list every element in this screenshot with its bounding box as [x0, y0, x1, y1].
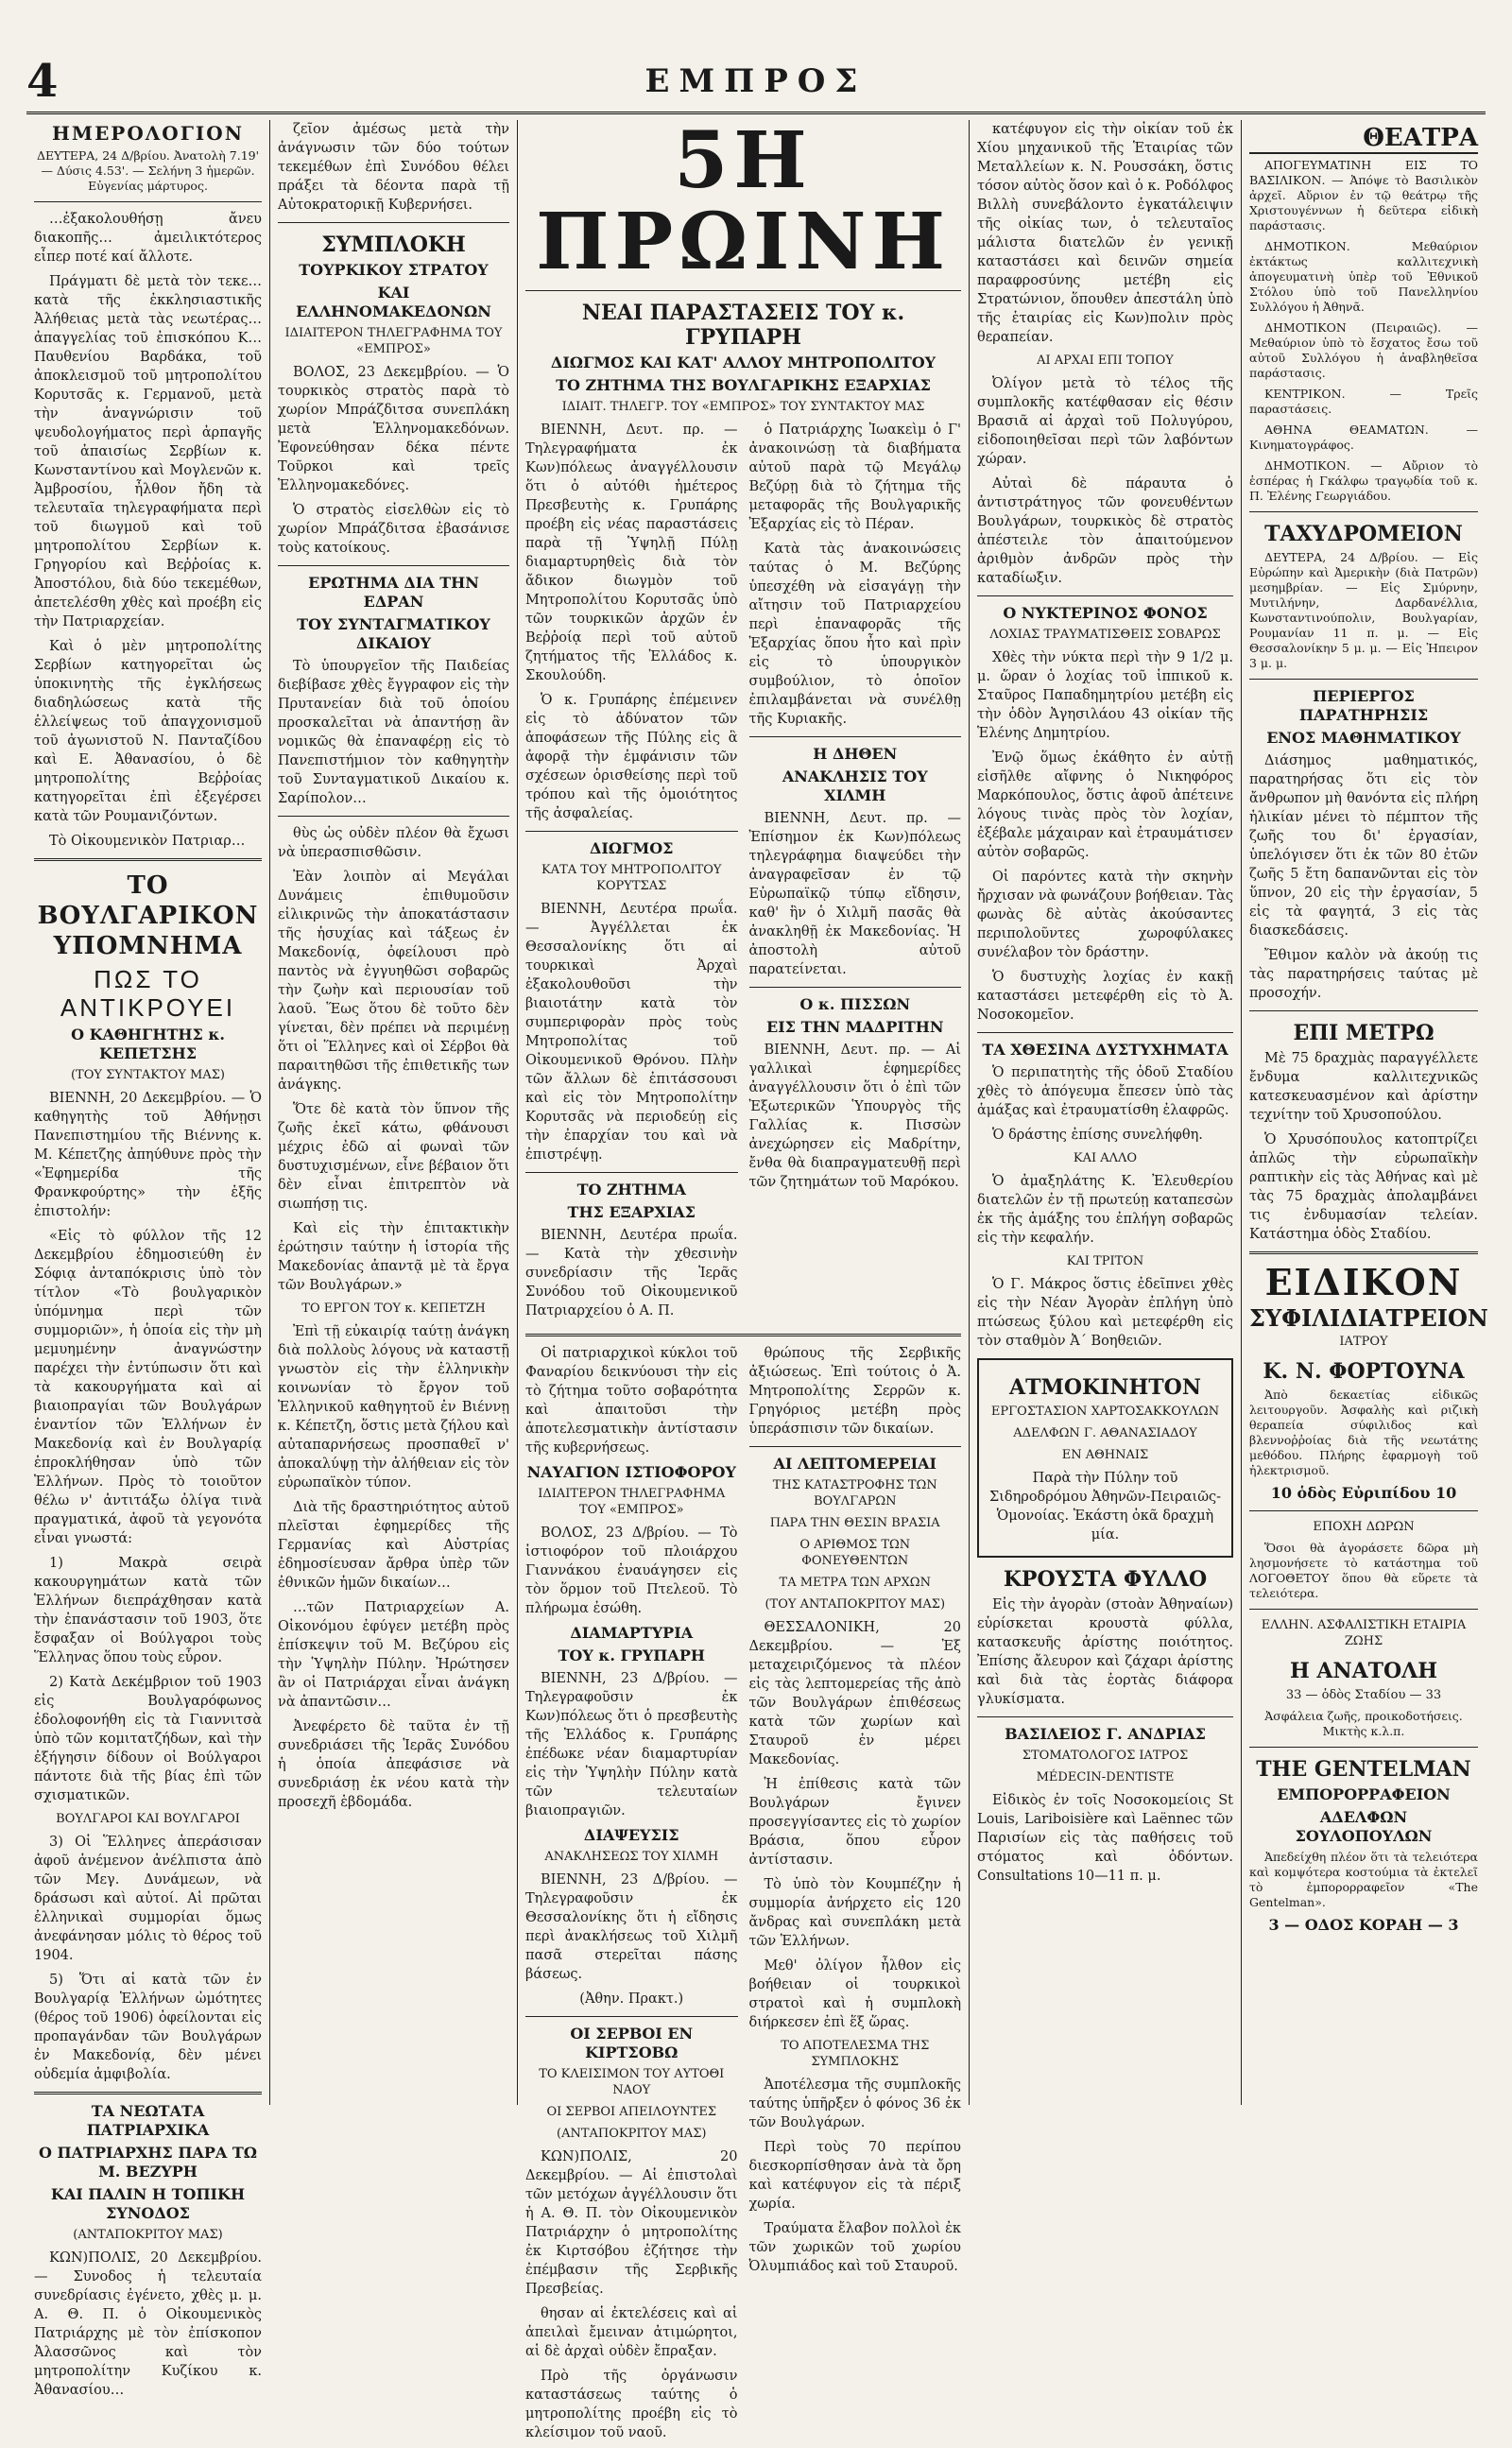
article-paragraph: Οἱ πατριαρχικοὶ κύκλοι τοῦ Φαναρίου δεικνύουσι τὴν εἰς τὸ ζήτημα τοῦτο σοβαρότητα καὶ ἀπαιτοῦσι τὴν ἀποτελεσματικὴν ἀντίστασιν τῆς κυβερνήσεως.	[525, 1346, 738, 1456]
article-paragraph: Καὶ ὁ μὲν μητροπολίτης Σερβίων κατηγορεῖται ὡς ὑποκινητὴς τῆς ἐγκλήσεως διαδηλώσεως κατὰ τῆς ἐλλείψεως τοῦ ἀπαγχονισμοῦ τοῦ ἀγωνιστοῦ Ν. Πανταζίδου καὶ Ε. Ἀθανασίου, ὁ δὲ μητροπολίτης Βεῤῥοίας κατηγορεῖται ἐπὶ ἐξεγέρσει κατὰ τῶν Ρουμανιζόντων.	[34, 639, 262, 824]
article-paragraph: Τὸ Οἰκουμενικὸν Πατριαρ…	[49, 834, 246, 849]
ad-title: ΕΠΟΧΗ ΔΩΡΩΝ	[1313, 1520, 1415, 1534]
article-paragraph: ΒΙΕΝΝΗ, Δευτ. πρ. — Αἱ γαλλικαὶ ἐφημερίδες ἀναγγέλλουσιν ὅτι ὁ ἐπὶ τῶν Ἐξωτερικῶν Ὑπουργὸς τῆς Γαλλίας κ. Πισσὼν ἀνεχώρησεν εἰς Μαδρίτην, ἔνθα θὰ διαπραγματευθῇ περὶ τῶν ζητημάτων τοῦ Μαρόκου.	[748, 1043, 961, 1190]
listing-item: ΔΗΜΟΤΙΚΟΝ. — Αὔριον τὸ ἑσπέρας ἡ Γκάλφω τραγῳδία τοῦ κ. Π. Ἐλένης Γεωργιάδου.	[1249, 458, 1478, 503]
ad-subtitle: ΕΝ ΑΘΗΝΑΙΣ	[1061, 1448, 1149, 1462]
byline: (ΤΟΥ ΣΥΝΤΑΚΤΟΥ ΜΑΣ)	[70, 1068, 226, 1082]
subheadline: ΑΝΑΚΛΗΣΙΣ ΤΟΥ ΧΙΛΜΗ	[782, 767, 928, 804]
article-paragraph: Ὁ δράστης ἐπίσης συνελήφθη.	[992, 1128, 1203, 1143]
article-paragraph: Ὀλίγον μετὰ τὸ τέλος τῆς συμπλοκῆς κατέφθασαν εἰς θέσιν Βρασιᾶ αἱ ἀρχαὶ τοῦ Πολυγύρου, εἰδοποιηθεῖσαι περὶ τῶν λαβόντων χώραν.	[977, 376, 1233, 467]
article-paragraph: Ἐὰν λοιπὸν αἱ Μεγάλαι Δυνάμεις ἐπιθυμοῦσιν εἰλικρινῶς τὴν ἀποκατάστασιν τῆς ἡσυχίας καὶ τάξεως ἐν Μακεδονίᾳ, ὀφείλουσι πρὸ παντὸς νὰ ἐγγυηθῶσι σοβαρῶς τὴν ζωὴν καὶ περιουσίαν τοῦ λαοῦ. Ἕως ὅτου δὲ τοῦτο δὲν γίνεται, δὲν πρέπει νὰ περιμένῃ ὅτι οἱ Ἕλληνες καὶ οἱ Σέρβοι θὰ παραιτηθῶσι τῆς ἐπιθετικῆς των ἀνάγκης.	[278, 870, 509, 1093]
subheadline: ΠΑΡΑ ΤΗΝ ΘΕΣΙΝ ΒΡΑΣΙΑ	[769, 1516, 940, 1530]
ad-title: ΒΑΣΙΛΕΙΟΣ Γ. ΑΝΔΡΙΑΣ	[1005, 1725, 1206, 1743]
ad-address: 33 — ὁδὸς Σταδίου — 33	[1285, 1688, 1442, 1702]
article-paragraph: ΒΙΕΝΝΗ, Δευτ. πρ. — Ἐπίσημον ἐκ Κων)πόλεως τηλεγράφημα διαψεύδει τὴν ἀναγραφεῖσαν ἐν τῷ Εὐρωπαϊκῷ τύπῳ εἴδησιν, καθ' ἣν ὁ Χιλμῆ πασᾶς θὰ ἀνακληθῇ ἐκ Μακεδονίας. Ἡ ἀποστολὴ αὐτοῦ παρατείνεται.	[748, 811, 961, 977]
ad-title: THE GENTELMAN	[1256, 1757, 1471, 1782]
advertisement-bag-factory	[977, 1358, 1233, 1558]
ad-subtitle: MÉDECIN-DENTISTE	[1036, 1770, 1175, 1784]
listing-item: ΔΗΜΟΤΙΚΟΝ (Πειραιῶς). — Μεθαύριον ὑπὸ τὸ ἔσχατος ἔσω τοῦ αὐτοῦ Συλλόγου ἡ ἀναβληθεῖσα παράστασις.	[1249, 320, 1478, 380]
article-paragraph: ΚΩΝ)ΠΟΛΙΣ, 20 Δεκεμβρίου. — Συνοδος ἡ τελευταία συνεδρίασις ἐγένετο, χθὲς μ. μ. Α. Θ. Π. ὁ Οἰκουμενικὸς Πατριάρχης μὲ τὸν ἐπίσκοπον Ἀλασσῶνος καὶ τὸν μητροπολίτην Κυζίκου κ. Ἀθανασίου…	[34, 2250, 262, 2398]
subheadline: ΤΟ ΚΛΕΙΣΙΜΟΝ ΤΟΥ ΑΥΤΟΘΙ ΝΑΟΥ	[539, 2067, 725, 2097]
subheadline: ΤΟΥ ΣΥΝΤΑΓΜΑΤΙΚΟΥ ΔΙΚΑΙΟΥ	[297, 615, 490, 652]
byline: (ΤΟΥ ΑΝΤΑΠΟΚΡΙΤΟΥ ΜΑΣ)	[765, 1597, 946, 1612]
section-subhead: ΤΟ ΑΠΟΤΕΛΕΣΜΑ ΤΗΣ ΣΥΜΠΛΟΚΗΣ	[781, 2039, 930, 2069]
ad-text: Παρὰ τὴν Πύλην τοῦ Σιδηροδρόμου Ἀθηνῶν-Πειραιῶς-Ὁμονοίας. Ἑκάστη ὀκᾶ δραχμὴ μία.	[988, 1471, 1222, 1543]
page-number: 4	[26, 55, 59, 108]
subheadline: ΤΗΣ ΚΑΤΑΣΤΡΟΦΗΣ ΤΩΝ ΒΟΥΛΓΑΡΩΝ	[772, 1478, 937, 1508]
article-paragraph: ΒΙΕΝΝΗ, 23 Δ/βρίου. — Τηλεγραφοῦσιν ἐκ Κων)πόλεως ὅτι ὁ πρεσβευτὴς τῆς Ἑλλάδος κ. Γρυπάρης ἐπέδωκε νέαν διαμαρτυρίαν εἰς τὴν Ὑψηλὴν Πύλην κατὰ τῶν τελευταίων βιαιοπραγιῶν.	[525, 1671, 738, 1819]
article-paragraph: ΒΙΕΝΝΗ, 20 Δεκεμβρίου. — Ὁ καθηγητὴς τοῦ Ἀθήνῃσι Πανεπιστημίου τῆς Βιέννης κ. Μ. Κέπετζης ἀπηύθυνε πρὸς τὴν «Ἐφημερίδα τῆς Φρανκφούρτης» τὴν ἑξῆς ἐπιστολήν:	[34, 1091, 262, 1219]
subheadline: ΕΙΣ ΤΗΝ ΜΑΔΡΙΤΗΝ	[766, 1018, 944, 1036]
article-paragraph: ζεῖον ἀμέσως μετὰ τὴν ἀνάγνωσιν τῶν δύο τούτων τεκεμέθων ἐπὶ Συνόδου θέλει πράξει τὰ δέοντα παρὰ τῇ Αὐτοκρατορικῇ Κυβερνήσει.	[278, 122, 509, 213]
column-2	[270, 120, 518, 2105]
article-paragraph: Μεθ' ὀλίγον ἦλθον εἰς βοήθειαν οἱ τουρκικοὶ στρατοὶ καὶ ἡ συμπλοκὴ διήρκεσεν ἐπὶ ἕξ ὥρας.	[748, 1958, 961, 2030]
column-5	[1242, 120, 1486, 2105]
ad-subtitle: ΕΜΠΟΡΟΡΡΑΦΕΙΟΝ	[1277, 1785, 1451, 1803]
listing-item: ΚΕΝΤΡΙΚΟΝ. — Τρεῖς παραστάσεις.	[1249, 387, 1478, 416]
article-paragraph: «Εἰς τὸ φύλλον τῆς 12 Δεκεμβρίου ἐδημοσιεύθη ἐν Σόφιᾳ ἀνταπόκρισις ὑπὸ τὸν τίτλον «Τὸ βουλγαρικὸν ὑπόμνημα περὶ τῶν συμμοριῶν», ἡ ὁποία εἰς τὴν μὴ μεμυημένην ἀναγνώστην παρέχει τὴν ἐντύπωσιν ὅτι καὶ τὰ κακουργήματα καὶ αἱ βιαιοπραγίαι τῶν Βουλγάρων ἐναντίον τῶν Ἑλλήνων ἐν Μακεδονίᾳ καὶ ἐν Βουλγαρίᾳ ἐπροκλήθησαν ὑπὸ τῶν Ἑλλήνων. Πρὸς τὸ τοιοῦτον θέλω ν' ἀντιτάξω ὀλίγα τινὰ πραγματικά, ἀφοῦ τὰ γεγονότα εἶναι γνωστά:	[34, 1229, 262, 1546]
article-paragraph: ΒΙΕΝΝΗ, 23 Δ/βρίου. — Τηλεγραφοῦσιν ἐκ Θεσσαλονίκης ὅτι ἡ εἴδησις περὶ ἀνακλήσεως τοῦ Χιλμῆ πασᾶ στερεῖται πάσης βάσεως.	[525, 1872, 738, 1982]
subheadline: Ο ΠΑΤΡΙΑΡΧΗΣ ΠΑΡΑ ΤΩ Μ. ΒΕΖΥΡΗ	[39, 2144, 257, 2181]
article-paragraph: θὺς ὡς οὐδὲν πλέον θὰ ἔχωσι νὰ ὑπερασπισθῶσιν.	[278, 826, 509, 860]
listing-item: ΑΠΟΓΕΥΜΑΤΙΝΗ ΕΙΣ ΤΟ ΒΑΣΙΛΙΚΟΝ. — Ἀπόψε τὸ Βασιλικὸν ἀρχεῖ. Αὔριον ἐν τῷ θεάτρῳ τῆς Χριστουγέννων ἡ δεῦτερα εἰδικὴ παράστασις.	[1249, 158, 1478, 233]
article-paragraph: θησαν αἱ ἐκτελέσεις καὶ αἱ ἀπειλαὶ ἔμειναν ἀτιμώρητοι, αἱ δὲ ἀρχαὶ οὐδὲν ἔπραξαν.	[525, 2306, 738, 2359]
article-paragraph: Ἐπὶ τῇ εὐκαιρίᾳ ταύτῃ ἀνάγκη διὰ πολλοὺς λόγους νὰ καταστῇ γνωστὸν εἰς τὴν ἑλληνικὴν κοινωνίαν τὸ ἔργον τοῦ Ἑλληνικοῦ καθηγητοῦ ἐν Βιέννῃ κ. Κέπετζη, ὅστις μετὰ ζήλου καὶ αὐταπαρνήσεως προσπαθεῖ ν' ἀποκαλύψῃ τὴν ἀλήθειαν εἰς τὸν εὐρωπαϊκὸν τύπον.	[278, 1324, 509, 1491]
article-paragraph: ΒΙΕΝΝΗ, Δευτ. πρ. — Τηλεγραφήματα ἐκ Κων)πόλεως ἀναγγέλλουσιν ὅτι ὁ αὐτόθι ἡμέτερος Πρεσβευτὴς κ. Γρυπάρης προέβη εἰς νέας παραστάσεις παρὰ τῇ Ὑψηλῇ Πύλῃ διαμαρτυρηθεὶς διὰ τὸν ἄδικον διωγμὸν τοῦ Μητροπολίτου Κορυτσᾶς ὑπὸ τῶν τουρκικῶν ἀρχῶν ἐν Βεῤῥοίᾳ περὶ τοῦ αὐτοῦ ζητήματος τῆς Ἐλλάδος κ. Σκουλούδη.	[525, 422, 738, 683]
column-1	[26, 120, 270, 2398]
headline-shipwreck: ΝΑΥΑΓΙΟΝ ΙΣΤΙΟΦΟΡΟΥ	[526, 1463, 736, 1481]
article-paragraph: Πρὸ τῆς ὀργάνωσιν καταστάσεως ταύτης ὁ μητροπολίτης προέβη εἰς τὸ κλείσιμον τοῦ ναοῦ.	[525, 2369, 738, 2440]
ad-address: 10 ὁδὸς Εὐριπίδου 10	[1270, 1484, 1457, 1502]
article-paragraph: Ὅτε δὲ κατὰ τὸν ὕπνον τῆς ζωῆς ἐκεῖ κάτω, φθάνουσι μέχρις ἐδῶ αἱ φωναὶ τῶν δυστυχισμένων, εἶνε βέβαιον ὅτι δὲν εἶναι ἐπιτρεπτὸν νὰ σιωπήσῃ τις.	[278, 1102, 509, 1212]
ad-doctor-name: Κ. Ν. ΦΟΡΤΟΥΝΑ	[1263, 1359, 1465, 1384]
headline-gryparis: ΝΕΑΙ ΠΑΡΑΣΤΑΣΕΙΣ ΤΟΥ κ. ΓΡΥΠΑΡΗ	[581, 301, 905, 350]
article-paragraph: Ὁ Γ. Μάκρος ὅστις ἐδεῖπνει χθὲς εἰς τὴν Νέαν Ἀγορὰν ἐπλήγη ὑπὸ πτώσεως ξύλου καὶ μετεφέρθη εἰς τὸν σταθμὸν Ἀ΄ Βοηθειῶν.	[977, 1277, 1233, 1349]
article-paragraph: Ὁ ἀμαξηλάτης Κ. Ἐλευθερίου διατελῶν ἐν τῇ πρωτεύῃ καταπεσὼν ἐκ τῆς ἁμάξης του ἐπλήγη σοβαρῶς εἰς τὴν κεφαλήν.	[977, 1174, 1233, 1246]
subheadline: ΔΙΩΓΜΟΣ ΚΑΙ ΚΑΤ' ΑΛΛΟΥ ΜΗΤΡΟΠΟΛΙΤΟΥ	[550, 353, 936, 371]
article-paragraph: θρώπους τῆς Σερβικῆς ἀξιώσεως. Ἐπὶ τούτοις ὁ Ἀ. Μητροπολίτης Σερρῶν κ. Γρηγόριος μετέβη πρὸς ὑπεράσπισιν τῶν δικαίων.	[748, 1346, 961, 1437]
subheadline: ΤΟΥ κ. ΓΡΥΠΑΡΗ	[558, 1646, 705, 1664]
article-paragraph: Οἱ παρόντες κατὰ τὴν σκηνὴν ἤρχισαν νὰ φωνάζουν βοήθειαν. Τὰς φωνὰς δὲ αὐτὰς ἀκούσαντες περιπολοῦντες χωροφύλακες συνέλαβον τὸν δράστην.	[977, 870, 1233, 960]
column-3	[518, 115, 970, 2440]
article-paragraph: Ἀποτέλεσμα τῆς συμπλοκῆς ταύτης ὑπῆρξεν ὁ φόνος 36 ἐκ τῶν Βουλγάρων.	[748, 2077, 961, 2130]
subheadline: Ο ΑΡΙΘΜΟΣ ΤΩΝ ΦΟΝΕΥΘΕΝΤΩΝ	[799, 1538, 911, 1568]
article-paragraph: Ὁ κ. Γρυπάρης ἐπέμεινεν εἰς τὸ ἀδύνατον τῶν ἀποφάσεων τῆς Πύλης εἰς ἃ ἀφορᾷ τὴν ἐμφάνισιν τῶν σχέσεων ὁρισθείσης περὶ τοῦ τρόπου καὶ τῆς ὁμοιότητος τῆς ἀσφαλείας.	[525, 693, 738, 821]
article-paragraph: Τὸ ὑπουργεῖον τῆς Παιδείας διεβίβασε χθὲς ἔγγραφον εἰς τὴν Πρυτανείαν διὰ τοῦ ὁποίου προσκαλεῖται νὰ ἀπαντήσῃ ἂν νομικῶς θὰ ἐπαναφέρῃ εἰς τὸ Πανεπιστήμιον τὸν καθηγητὴν τοῦ Συνταγματικοῦ Δικαίου κ. Σαρίπολον…	[278, 659, 509, 806]
headline-patriarchate: ΤΑ ΝΕΩΤΑΤΑ ΠΑΤΡΙΑΡΧΙΚΑ	[86, 2102, 210, 2139]
headline-serbs: ΟΙ ΣΕΡΒΟΙ ΕΝ ΚΙΡΤΣΟΒΩ	[570, 2025, 694, 2061]
calendar-text: ΔΕΥΤΕΡΑ, 24 Δ/βρίου. Ἀνατολὴ 7.19' — Δύσις 4.53'. — Σελήνη 3 ἡμερῶν. Εὐγενίας μάρτυρος.	[36, 148, 260, 193]
headline-exarchate: ΤΟ ΖΗΤΗΜΑ	[576, 1181, 686, 1198]
subheadline: ΕΝΟΣ ΜΑΘΗΜΑΤΙΚΟΥ	[1266, 729, 1461, 747]
article-paragraph: Αὐταὶ δὲ πάραυτα ὁ ἀντιστράτηγος τῶν φονευθέντων Βουλγάρων, τουρκικὸς δὲ στρατὸς ἀπέστειλε τὸν ἀπαιτούμενον ἀριθμὸν ἀνδρῶν πρὸς τὴν καταδίωξιν.	[977, 476, 1233, 586]
ad-title: ΑΤΜΟΚΙΝΗΤΟΝ	[1009, 1375, 1201, 1400]
ad-subtitle: ΕΡΓΟΣΤΑΣΙΟΝ ΧΑΡΤΟΣΑΚΚΟΥΛΩΝ	[990, 1405, 1220, 1419]
headline-5am-edition: 5Η ΠΡΩΙΝΗ	[536, 115, 951, 287]
listing-item: ΑΘΗΝΑ ΘΕΑΜΑΤΩΝ. — Κινηματογράφος.	[1249, 422, 1478, 452]
ad-text: Ἀπὸ δεκαετίας εἰδικῶς λειτουργοῦν. Ἀσφαλὴς καὶ ριζικὴ θεραπεία σύφιλιδος καὶ βλεννοῤῥοίας διὰ τῆς νεωτάτης μεθόδου. Πλήρης ἐφαρμογὴ τοῦ ἠλεκτρισμοῦ.	[1249, 1388, 1478, 1477]
listing-item: ΔΗΜΟΤΙΚΟΝ. Μεθαύριον ἐκτάκτως καλλιτεχνικὴ ἀπογευματινὴ ὑπὲρ τοῦ Ἐθνικοῦ Στόλου ὑπὸ τοῦ Πανελληνίου Συλλόγου ἡ Ἀθηνᾶ.	[1249, 239, 1478, 314]
ad-text: Ἀπεδείχθη πλέον ὅτι τὰ τελειότερα καὶ κομψότερα κοστούμια τὰ ἐκτελεῖ τὸ ἐμπορορραφεῖον «The Gentelman».	[1249, 1850, 1478, 1909]
article-paragraph: 5) Ὅτι αἱ κατὰ τῶν ἐν Βουλγαρίᾳ Ἑλλήνων ὠμότητες (θέρος τοῦ 1906) ὀφείλονται εἰς προπαγάνδαν τῶν Βουλγάρων ἐν Μακεδονίᾳ, δὲν μένει οὐδεμία ἀμφιβολία.	[34, 1973, 262, 2082]
ad-subtitle: ΣΤΟΜΑΤΟΛΟΓΟΣ ΙΑΤΡΟΣ	[1022, 1749, 1189, 1763]
article-paragraph: Ὁ περιπατητὴς τῆς ὁδοῦ Σταδίου χθὲς τὸ ἀπόγευμα ἔπεσεν ὑπὸ τὰς ἁμάξας καὶ ἐτραυματίσθη ἐλαφρῶς.	[977, 1065, 1233, 1118]
subheadline: ΚΑΤΑ ΤΟΥ ΜΗΤΡΟΠΟΛΙΤΟΥ ΚΟΡΥΤΣΑΣ	[541, 863, 722, 893]
article-paragraph: ΚΩΝ)ΠΟΛΙΣ, 20 Δεκεμβρίου. — Αἱ ἐπιστολαὶ τῶν μετόχων ἀγγέλλουσιν ὅτι ἡ Α. Θ. Π. τὸν Οἰκουμενικὸν Πατριάρχην ὁ μητροπολίτης ἐκ Κιρτσόβου ἐζήτησε τὴν ἐπέμβασιν τῆς Σερβικῆς Πρεσβείας.	[525, 2149, 738, 2297]
post-office-title: ΤΑΧΥΔΡΟΜΕΙΟΝ	[1264, 522, 1463, 546]
article-paragraph: Καὶ εἰς τὴν ἐπιτακτικὴν ἐρώτησιν ταύτην ἡ ἱστορία τῆς Μακεδονίας ἀπαντᾷ μὲ τὰ ἔργα τῶν Βουλγάρων.»	[278, 1221, 509, 1293]
subheadline: ΠΩΣ ΤΟ ΑΝΤΙΚΡΟΥΕΙ	[60, 965, 236, 1022]
ad-text: Μὲ 75 δραχμὰς παραγγέλλετε ἔνδυμα καλλιτεχνικῶς κατεσκευασμένον καὶ ἀρίστην τεχνίτην τοῦ Χρυσοπούλου.	[1249, 1051, 1478, 1123]
ad-title: ΕΙΔΙΚΟΝ	[1264, 1261, 1463, 1303]
ad-subtitle: ΣΥΦΙΛΙΔΙΑΤΡΕΙΟΝ	[1249, 1304, 1488, 1332]
article-paragraph: ὁ Πατριάρχης Ἰωακεὶμ ὁ Γ' ἀνακοινώσῃ τὰ διαβήματα αὐτοῦ παρὰ τῷ Μεγάλῳ Βεζύρῃ διὰ τὸ ζήτημα τῆς μεταφορᾶς τῆς Βουλγαρικῆς Ἐξαρχίας εἰς τὸ Πέραν.	[748, 422, 961, 532]
source-credit: (Ἀθην. Πρακτ.)	[579, 1991, 684, 2007]
ad-title: ΕΠΙ ΜΕΤΡΩ	[1293, 1021, 1435, 1045]
headline-protest: ΔΙΑΜΑΡΤΥΡΙΑ	[570, 1624, 694, 1642]
article-paragraph: Ἡ ἐπίθεσις κατὰ τῶν Βουλγάρων ἔγινεν προσεγγίσαντες εἰς τὸ χωρίον Βράσια, ὅπου εὗρον ἀντίστασιν.	[748, 1777, 961, 1868]
section-subhead: ΒΟΥΛΓΑΡΟΙ ΚΑΙ ΒΟΥΛΓΑΡΟΙ	[56, 1812, 240, 1826]
section-subhead: ΑΙ ΑΡΧΑΙ ΕΠΙ ΤΟΠΟΥ	[1037, 353, 1174, 368]
ad-text: Ὅσοι θὰ ἀγοράσετε δῶρα μὴ λησμονήσετε τὸ κατάστημα τοῦ ΛΟΓΟΘΕΤΟΥ ὅπου θὰ εὕρετε τὰ τελειότερα.	[1249, 1541, 1478, 1600]
article-paragraph: ΒΙΕΝΝΗ, Δευτέρα πρωΐα. — Κατὰ τὴν χθεσινὴν συνεδρίασιν τῆς Ἱερᾶς Συνόδου τοῦ Οἰκουμενικοῦ Πατριαρχείου ὁ Α. Π.	[525, 1228, 738, 1319]
subheadline: ΟΙ ΣΕΡΒΟΙ ΑΠΕΙΛΟΥΝΤΕΣ	[546, 2105, 717, 2119]
article-paragraph: Ἐνῷ ὅμως ἐκάθητο ἐν αὐτῇ εἰσῆλθε αἴφνης ὁ Νικηφόρος Μαρκόπουλος, ὅστις ἀφοῦ ἀπέτεινε λόγους τινὰς πρὸς τὸν λοχίαν, ἐξέβαλε μάχαιραν καὶ ἐτραυμάτισεν αὐτὸν σοβαρῶς.	[977, 750, 1233, 860]
subheadline: ΤΟΥΡΚΙΚΟΥ ΣΤΡΑΤΟΥ	[299, 261, 489, 279]
article-paragraph: Ἔθιμον καλὸν νὰ ἀκούῃ τις τὰς παρατηρήσεις ταύτας μὲ προσοχήν.	[1249, 948, 1478, 1001]
calendar-title: ΗΜΕΡΟΛΟΓΙΟΝ	[52, 122, 244, 145]
subheadline: ΤΗΣ ΕΞΑΡΧΙΑΣ	[567, 1203, 696, 1221]
ad-title: Η ΑΝΑΤΟΛΗ	[1289, 1659, 1438, 1683]
ad-subtitle: ΕΛΛΗΝ. ΑΣΦΑΛΙΣΤΙΚΗ ΕΤΑΙΡΙΑ ΖΩΗΣ	[1261, 1618, 1467, 1648]
ad-text: Ἀσφάλεια ζωῆς, προικοδοτήσεις. Μικτὴς κ.λ.π.	[1264, 1709, 1463, 1738]
byline: ΙΔΙΑΙΤΕΡΟΝ ΤΗΛΕΓΡΑΦΗΜΑ ΤΟΥ «ΕΜΠΡΟΣ»	[284, 326, 503, 356]
article-paragraph: ΒΟΛΟΣ, 23 Δ/βρίου. — Τὸ ἱστιοφόρον τοῦ πλοιάρχου Γιαννάκου ἐναυάγησεν εἰς τὸν ὅρμον τοῦ Πτελεοῦ. Τὸ πλήρωμα ἐσώθη.	[525, 1526, 738, 1616]
article-paragraph: Ὁ δυστυχὴς λοχίας ἐν κακῇ καταστάσει μετεφέρθη εἰς τὸ Ἀ. Νοσοκομεῖον.	[977, 970, 1233, 1023]
headline-accidents: ΤΑ ΧΘΕΣΙΝΑ ΔΥΣΤΥΧΗΜΑΤΑ	[982, 1041, 1228, 1059]
article-paragraph: …τῶν Πατριαρχείων Α. Οἰκονόμου ἐφύγεν μετέβη πρὸς ἐπίσκεψιν τοῦ Μ. Βεζύρου εἰς τὴν Ὑψηλὴν Πύλην. Ἠρώτησεν ἂν οἱ Πατριάρχαι εἶναι ἀνάγκη νὰ ἀπαντῶσιν…	[278, 1600, 509, 1710]
article-paragraph: ΒΟΛΟΣ, 23 Δεκεμβρίου. — Ὁ τουρκικὸς στρατὸς παρὰ τὸ χωρίον Μπράζδιτσα συνεπλάκη μετὰ Ἑλληνομακεδόνων. Ἐφονεύθησαν δέκα πέντε Τοῦρκοι καὶ τρεῖς Ἑλληνομακεδόνες.	[278, 365, 509, 493]
section-subhead: ΤΟ ΕΡΓΟΝ ΤΟΥ κ. ΚΕΠΕΤΖΗ	[301, 1302, 486, 1316]
article-paragraph: …ἐξακολουθήσῃ ἄνευ διακοπῆς… ἀμειλικτότερος εἶπερ ποτέ καί ἄλλοτε.	[34, 212, 262, 265]
article-paragraph: Πράγματι δὲ μετὰ τὸν τεκε… κατὰ τῆς ἐκκλησιαστικῆς Ἀλήθειας μετὰ τὰς νεωτέρας… ἀπαγγελίας τοῦ ἐπισκόπου Κ… Παυθενίου Βαρδάκα, τοῦ ἀποκλεισμοῦ τοῦ μητροπολίτου Κορυτσᾶς κ. Γερμανοῦ, μετὰ τὴν ἀναγνώρισιν τοῦ ψευδολογήματος περὶ ἀρπαγῆς τοῦ ἀπαισίως Σερβίων κ. Κωνσταντίνου καὶ Μογλενῶν κ. Ἀμβροσίου, ἦλθον ἤδη τὰ τελευταῖα τηλεγραφήματα περὶ τοῦ διωγμοῦ καὶ τοῦ μητροπολίτου Σερβίων κ. Γρηγορίου καὶ Βεῤῥοίας κ. Ἀποστόλου, διὰ δύο τεκεμέθων, ἀπετελέσθη χθὲς καὶ προέβη εἰς τὴν Πατριαρχείαν.	[34, 274, 262, 629]
ad-text: Ὁ Χρυσόπουλος κατοπτρίζει ἁπλῶς τὴν εὐρωπαϊκὴν ραπτικὴν εἰς τὰς Ἀθήνας καὶ μὲ τὰς 75 δραχμὰς ἀπολαμβάνει τις ἐνδυμασίαν τελείαν. Κατάστημα ὁδὸς Σταδίου.	[1249, 1132, 1478, 1242]
headline-pichon: Ο κ. ΠΙΣΣΩΝ	[799, 995, 911, 1013]
ad-subtitle: ΑΔΕΛΦΩΝ ΣΟΥΛΟΠΟΥΛΩΝ	[1295, 1808, 1433, 1845]
headline-denial: ΔΙΑΨΕΥΣΙΣ	[583, 1826, 679, 1844]
ad-subtitle: ΑΔΕΛΦΩΝ Γ. ΑΘΑΝΑΣΙΑΔΟΥ	[1013, 1426, 1197, 1440]
ad-text: Εἰς τὴν ἀγορὰν (στοὰν Ἀθηναίων) εὑρίσκεται κρουστὰ φύλλα, κατασκευῆς ἀρίστης ποιότητος. Ἐπίσης ἄλευρον καὶ ζάχαρι ἀρίστης καὶ διὰ τὰς ἑορτὰς διάφορα γλυκίσματα.	[977, 1597, 1233, 1707]
headline-mathematician: ΠΕΡΙΕΡΓΟΣ ΠΑΡΑΤΗΡΗΣΙΣ	[1298, 687, 1429, 724]
subheadline: ΤΟ ΖΗΤΗΜΑ ΤΗΣ ΒΟΥΛΓΑΡΙΚΗΣ ΕΞΑΡΧΙΑΣ	[556, 376, 931, 394]
article-paragraph: Περὶ τοὺς 70 περίπου διεσκορπίσθησαν ἀνὰ τὰ ὄρη καὶ κατέφυγον εἰς τὰ πέριξ χωρία.	[748, 2140, 961, 2212]
headline-bulgarian-memo: ΤΟ ΒΟΥΛΓΑΡΙΚΟΝ ΥΠΟΜΝΗΜΑ	[37, 871, 259, 960]
article-paragraph: 3) Οἱ Ἕλληνες ἀπεράσισαν ἀφοῦ ἀνέμενον ἀνέλπιστα ἀπὸ τῶν Μεγ. Δυνάμεων, νὰ δράσωσι καὶ αὐτοί. Αἱ πρῶται ἐλληνικαὶ συμμορίαι ὅμως ἀνεφάνησαν μόλις τὸ θέρος τοῦ 1904.	[34, 1835, 262, 1963]
subheadline: ΚΑΙ ΠΑΛΙΝ Η ΤΟΠΙΚΗ ΣΥΝΟΔΟΣ	[50, 2185, 246, 2222]
subheadline: ΑΝΑΚΛΗΣΕΩΣ ΤΟΥ ΧΙΛΜΗ	[544, 1850, 719, 1864]
headline-night-murder: Ο ΝΥΚΤΕΡΙΝΟΣ ΦΟΝΟΣ	[1003, 604, 1208, 622]
headline-clash: ΣΥΜΠΛΟΚΗ	[321, 233, 466, 257]
subheadline: ΚΑΙ ΕΛΛΗΝΟΜΑΚΕΔΟΝΩΝ	[296, 284, 491, 320]
headline-details: ΑΙ ΛΕΠΤΟΜΕΡΕΙΑΙ	[773, 1455, 937, 1473]
article-paragraph: ΘΕΣΣΑΛΟΝΙΚΗ, 20 Δεκεμβρίου. — Ἐξ μεταχειριζόμενος τὰ πλέον εἰς τὰς λεπτομερείας τῆς ἀπὸ τῶν Βουλγάρων ἐπιθέσεως κατὰ τῶν χωρίων καὶ Σταυροῦ ἐν μέρει Μακεδονίας.	[748, 1620, 961, 1767]
byline: (ΑΝΤΑΠΟΚΡΙΤΟΥ ΜΑΣ)	[557, 2127, 707, 2141]
headline-persecution: ΔΙΩΓΜΟΣ	[590, 839, 674, 857]
article-paragraph: Διὰ τῆς δραστηριότητος αὐτοῦ πλεῖσται ἐφημερίδες τῆς Γερμανίας καὶ Αὐστρίας ἐδημοσίευσαν ἄρθρα ὑπὲρ τῶν ἐθνικῶν ἡμῶν δικαίων…	[278, 1500, 509, 1591]
article-paragraph: Ὁ στρατὸς εἰσελθὼν εἰς τὸ χωρίον Μπράζδιτσα ἐβασάνισε τοὺς κατοίκους.	[278, 503, 509, 556]
byline: ΙΔΙΑΙΤΕΡΟΝ ΤΗΛΕΓΡΑΦΗΜΑ ΤΟΥ «ΕΜΠΡΟΣ»	[538, 1487, 726, 1517]
article-paragraph: κατέφυγον εἰς τὴν οἰκίαν τοῦ ἐκ Χίου μηχανικοῦ τῆς Ἑταιρίας τῶν Μεταλλείων κ. Ν. Ρουσσάκη, ὅστις τόσον αὐτὸς ὅσον καὶ ὁ κ. Ροδόλφος Βιλλὴ συνεβάλοντο ἐγκατάλειψιν τῆς οἰκίας των, ὁ τελευταῖος μάλιστα διατελῶν ἐν γενικῇ καταστάσει καὶ δεινῶν σημεία παραφροσύνης μετέβη εἰς Στρατώνιον, ὅπουθεν ἀπεστάλη ὑπὸ τῆς ἑταιρίας εἰς Κων)πολιν πρὸς θεραπείαν.	[977, 122, 1233, 345]
article-paragraph: Κατὰ τὰς ἀνακοινώσεις ταύτας ὁ Μ. Βεζύρης ὑπεσχέθη νὰ εἰσαγάγῃ τὴν αἴτησιν τοῦ Πατριαρχείου περὶ ἐπαναφορᾶς τῆς Ἐξαρχίας ὅπου ἦτο καὶ πρὶν εἰς τὸ ὑπουργικὸν συμβούλιον, τὸ ὁποῖον ἐπιλαμβάνεται νὰ συνέλθῃ τῆς Κυριακῆς.	[748, 542, 961, 727]
ad-text: Εἰδικὸς ἐν τοῖς Νοσοκομείοις St Louis, Lariboisière καὶ Laënnec τῶν Παρισίων εἰς τὰς παθήσεις τοῦ στόματος καὶ ὀδόντων. Consultations 10—11 π. μ.	[977, 1793, 1233, 1884]
article-paragraph: ΒΙΕΝΝΗ, Δευτέρα πρωΐα. — Ἀγγέλλεται ἐκ Θεσσαλονίκης ὅτι αἱ τουρκικαὶ Ἀρχαὶ ἐξακολουθοῦσι τὴν βιαιοτάτην κατὰ τὸν συμπεριφορὰν πρὸς τοὺς Μητροπολίτας τοῦ Οἰκουμενικοῦ Θρόνου. Πλὴν τῶν ἄλλων δὲ ἐπιτάσσουσι καὶ εἰς τὸν Μητροπολίτην Κορυτσᾶς νὰ περιοδεύῃ εἰς τὴν ἐπαρχίαν του καὶ νὰ ἐπιστρέψῃ.	[525, 902, 738, 1163]
headline-recall: Η ΔΗΘΕΝ	[813, 745, 898, 763]
section-subhead: ΚΑΙ ΑΛΛΟ	[1073, 1151, 1138, 1165]
ad-title: ΚΡΟΥΣΤΑ ΦΥΛΛΟ	[1003, 1567, 1208, 1592]
masthead	[26, 0, 1486, 114]
headline-question: ΕΡΩΤΗΜΑ ΔΙΑ ΤΗΝ ΕΔΡΑΝ	[308, 574, 479, 611]
subheadline: ΛΟΧΙΑΣ ΤΡΑΥΜΑΤΙΣΘΕΙΣ ΣΟΒΑΡΩΣ	[989, 628, 1221, 642]
subheadline: Ο ΚΑΘΗΓΗΤΗΣ κ. ΚΕΠΕΤΣΗΣ	[71, 1026, 225, 1062]
article-paragraph: 2) Κατὰ Δεκέμβριον τοῦ 1903 εἰς Βουλγαρόφωνος ἐδολοφονήθη εἰς τὰ Γιαννιτσὰ ὑπὸ τῶν κομιτατζήδων, καὶ τὴν ἐξήγησιν δίδουν οἱ Βούλγαροι πάντοτε διὰ τῆς βίας ἐπὶ τῶν σχισματικῶν.	[34, 1675, 262, 1803]
section-subhead: ΚΑΙ ΤΡΙΤΟΝ	[1066, 1254, 1144, 1268]
article-paragraph: Διάσημος μαθηματικός, παρατηρήσας ὅτι εἰς τὸν ἄνθρωπον μὴ θανόντα εἰς πλήρη ἡλικίαν μένει τὸ πέμπτον τῆς ζωῆς του δι' ἐργασίαν, ὑπελόγισεν ὅτι ἐκ τῶν 80 ἐτῶν ζωῆς 5 ἔτη δαπανῶνται εἰς τὸν ὕπνον, 20 εἰς τὴν ἐργασίαν, 5 εἰς τὰ φαγητά, 3 εἰς τὰς διασκεδάσεις.	[1249, 753, 1478, 939]
post-office-text: ΔΕΥΤΕΡΑ, 24 Δ/βρίου. — Εἰς Εὐρώπην καὶ Ἀμερικὴν (διὰ Πατρῶν) μεσημβρίαν. — Εἰς Σμύρνην, Μυτιλήνην, Δαρδανέλλια, Κωνσταντινούπολιν, Βουλγαρίαν, Ρουμανίαν 11 π. μ. — Εἰς Θεσσαλονίκην 5 μ. μ. — Εἰς Ἡπειρον 3 μ. μ.	[1249, 550, 1478, 670]
subheadline: ΤΑ ΜΕΤΡΑ ΤΩΝ ΑΡΧΩΝ	[779, 1576, 931, 1590]
ad-subtitle: ΙΑΤΡΟΥ	[1339, 1335, 1388, 1349]
column-4	[970, 120, 1242, 2105]
article-paragraph: 1) Μακρὰ σειρὰ κακουργημάτων κατὰ τῶν Ἑλλήνων διεπράχθησαν κατὰ τὴν ἐπανάστασιν τοῦ 1903, ὅτε ἔσφαξαν οἱ Βούλγαροι τοὺς Ἕλληνας ὅπου τοὺς εὗρον.	[34, 1556, 262, 1665]
article-paragraph: Ἀνεφέρετο δὲ ταῦτα ἐν τῇ συνεδριάσει τῆς Ἱερᾶς Συνόδου ἡ ὁποία ἀπεφάσισε νὰ συνεδριάσῃ ἐκ νέου κατὰ τὴν προσεχῆ ἑβδομάδα.	[278, 1719, 509, 1810]
article-paragraph: Τὸ ὑπὸ τὸν Κουμπέζην ἡ συμμορία ἀνήρχετο εἰς 120 ἄνδρας καὶ συνεπλάκη μετὰ τῶν Ἑλλήνων.	[748, 1877, 961, 1949]
theatre-title: ΘΕΑΤΡΑ	[1249, 124, 1478, 154]
ad-address: 3 — ΟΔΟΣ ΚΟΡΑΗ — 3	[1268, 1916, 1459, 1934]
newspaper-title: ΕΜΠΡΟΣ	[644, 62, 868, 100]
article-paragraph: Τραύματα ἔλαβον πολλοὶ ἐκ τῶν χωρικῶν τοῦ χωρίου Ὀλυμπιάδος καὶ τοῦ Σταυροῦ.	[748, 2221, 961, 2274]
article-paragraph: Χθὲς τὴν νύκτα περὶ τὴν 9 1/2 μ. μ. ὥραν ὁ λοχίας τοῦ ἱππικοῦ κ. Σταῦρος Παπαδημητρίου μετέβη εἰς τὴν ὁδὸν Ἀγησιλάου 43 οἰκίαν τῆς Ἑλένης Δημητρίου.	[977, 650, 1233, 741]
byline: ΙΔΙΑΙΤ. ΤΗΛΕΓΡ. ΤΟΥ «ΕΜΠΡΟΣ» ΤΟΥ ΣΥΝΤΑΚΤΟΥ ΜΑΣ	[561, 400, 925, 414]
byline: (ΑΝΤΑΠΟΚΡΙΤΟΥ ΜΑΣ)	[73, 2228, 223, 2242]
